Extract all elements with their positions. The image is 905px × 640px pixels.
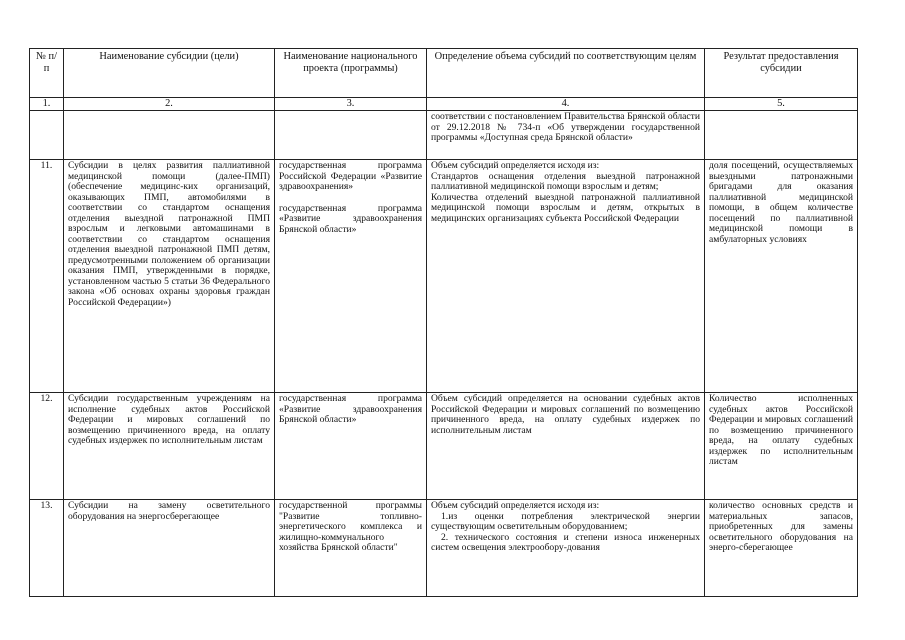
table-row <box>30 160 858 393</box>
table-row-continuation <box>30 111 858 160</box>
table-row <box>30 500 858 597</box>
result-cell: доля посещений, осуществляемых выездными патронажными бригадами для оказания паллиативной медицинской помощи, в общем количестве посещений по паллиативной медицинской помощи в амбулаторных условиях <box>705 160 858 393</box>
program-cell <box>275 160 427 393</box>
header-definition: Определение объема субсидий по соответствующим целям <box>427 49 705 98</box>
definition-cell <box>427 500 705 597</box>
header-subsidy-name: Наименование субсидии (цели) <box>64 49 275 98</box>
definition-cell <box>427 160 705 393</box>
program-text: государственная программа «Развитие здравоохранения Брянской области» <box>279 202 422 235</box>
subsidy-name-cell: Субсидии государственным учреждениям на исполнение судебных актов Российской Федерации и мировых соглашений по возмещению причиненного вреда, на оплату судебных издержек по исполнительным листам <box>64 393 275 500</box>
header-result: Результат предоставления субсидии <box>705 49 858 98</box>
row-number: 12. <box>30 393 64 500</box>
definition-text: 1.из оценки потребления электрической энергии существующим осветительным оборудованием; <box>431 510 700 532</box>
result-cell: количество основных средств и материальных запасов, приобретенных для замены осветительного оборудования на энерго-сберегающее <box>705 500 858 597</box>
definition-text: 2. технического состояния и степени износа инженерных систем освещения электрообору-дования <box>431 531 700 553</box>
table-header-row <box>30 49 858 98</box>
column-number: 4. <box>427 98 705 111</box>
header-num: № п/п <box>30 49 64 98</box>
result-cell: Количество исполненных судебных актов Российской Федерации и мировых соглашений по возмещению причиненного вреда, на оплату судебных издержек по исполнительным листам <box>705 393 858 500</box>
program-cell: государственная программа «Развитие здравоохранения Брянской области» <box>275 393 427 500</box>
definition-text: Объем субсидий определяется исходя из: <box>431 500 600 511</box>
definition-text: Количества отделений выездной патронажной паллиативной медицинской помощи взрослым и детям, открытых в медицинских организациях субъекта Российской Федерации <box>431 191 700 224</box>
row-number: 13. <box>30 500 64 597</box>
program-cell: государственной программы "Развитие топливно-энергетического комплекса и жилищно-коммунального хозяйства Брянской области" <box>275 500 427 597</box>
definition-text: Объем субсидий определяется исходя из: <box>431 160 600 171</box>
table-row <box>30 393 858 500</box>
definition-text: Стандартов оснащения отделения выездной патронажной паллиативной медицинской помощи взрослым и детям; <box>431 170 700 192</box>
column-number: 3. <box>275 98 427 111</box>
column-number: 5. <box>705 98 858 111</box>
column-number: 2. <box>64 98 275 111</box>
header-program: Наименование национального проекта (программы) <box>275 49 427 98</box>
definition-cell: соответствии с постановлением Правительства Брянской области от 29.12.2018 № 734-п «Об утверждении государственной программы «Доступная среда Брянской области» <box>427 111 705 160</box>
subsidy-table <box>29 48 858 597</box>
subsidy-name-cell: Субсидии в целях развития паллиативной медицинской помощи (далее-ПМП) (обеспечение медицинс-ких организаций, оказывающих ПМП, автомобилями в соответствии со стандартом оснащения отделения выездной патронажной ПМП взрослым и легковыми автомашинами в соответствии со стандартом оснащения отделения выездной патронажной ПМП детям, предусмотренными положением об организации оказания ПМП, утвержденными в порядке, установленном частью 5 статьи 36 Федерального закона «Об основах охраны здоровья граждан Российской Федерации») <box>64 160 275 393</box>
subsidy-name-cell: Субсидии на замену осветительного оборудования на энергосберегающее <box>64 500 275 597</box>
row-number: 11. <box>30 160 64 393</box>
program-text: государственная программа Российской Федерации «Развитие здравоохранения» <box>279 160 422 192</box>
column-number: 1. <box>30 98 64 111</box>
column-number-row <box>30 98 858 111</box>
definition-cell: Объем субсидий определяется на основании судебных актов Российской Федерации и мировых соглашений по возмещению причиненного вреда, на оплату судебных издержек по исполнительным листам <box>427 393 705 500</box>
